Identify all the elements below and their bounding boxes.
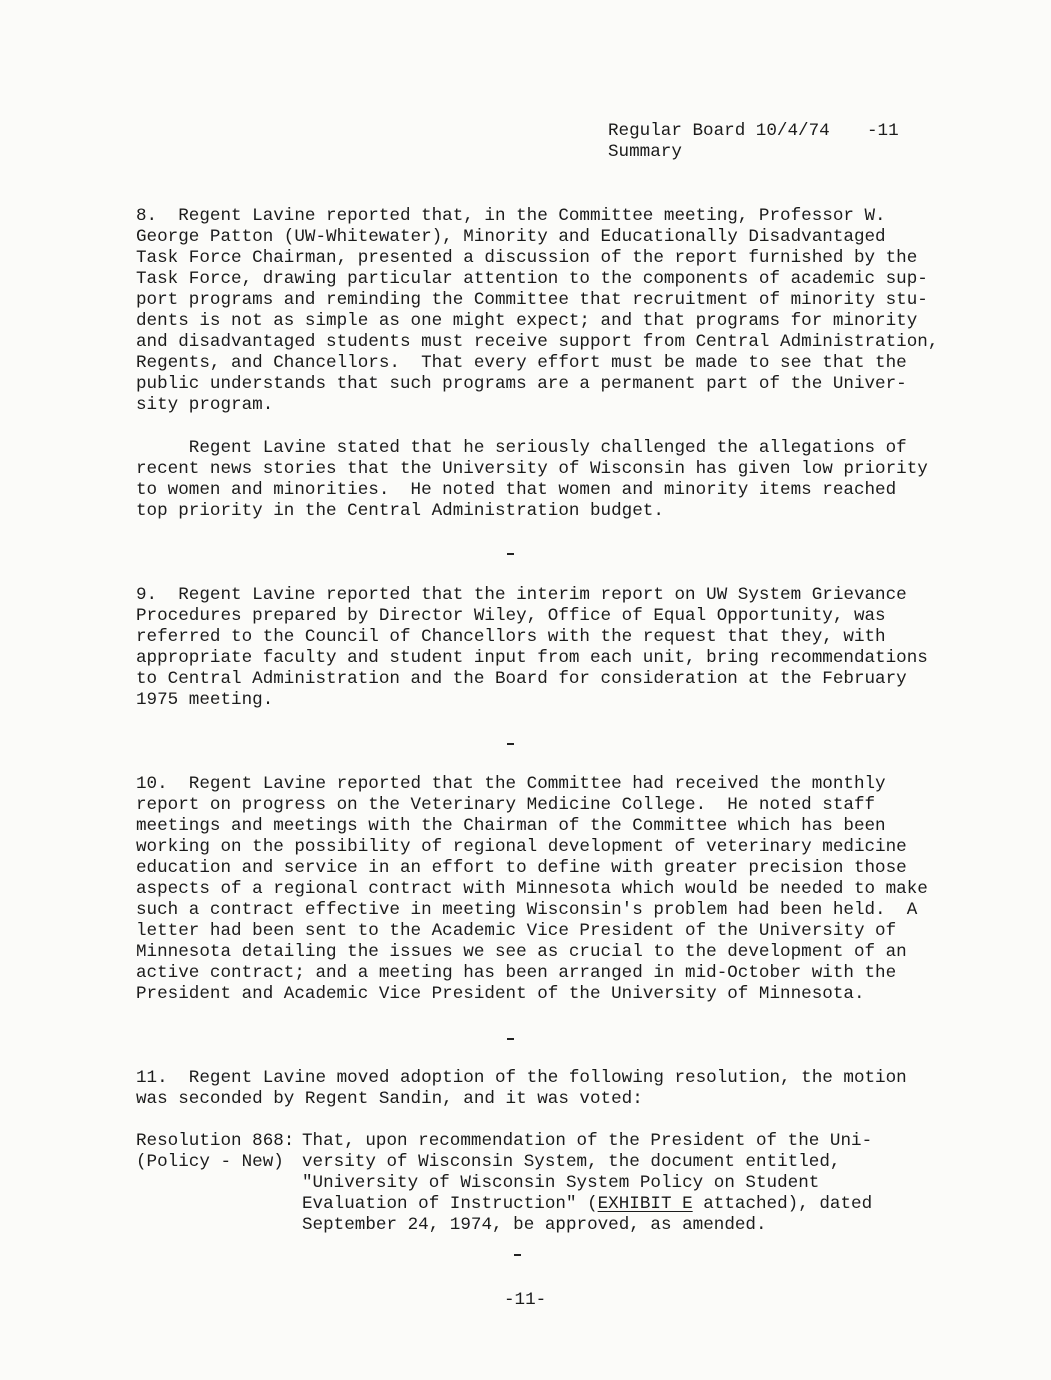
item-8-p2-line: top priority in the Central Administration budget. [136, 501, 664, 521]
item-8-line: and disadvantaged students must receive support from Central Administration, [136, 332, 939, 352]
item-8-line: public understands that such programs are a permanent part of the Univer- [136, 374, 907, 394]
item-10-line: education and service in an effort to define with greater precision those [136, 858, 907, 878]
section-divider-dash [507, 1038, 514, 1040]
item-10-line: aspects of a regional contract with Minnesota which would be needed to make [136, 879, 928, 899]
item-9-line: Procedures prepared by Director Wiley, Office of Equal Opportunity, was [136, 606, 886, 626]
resolution-text-line: "University of Wisconsin System Policy on Student [302, 1173, 820, 1193]
item-11-line: was seconded by Regent Sandin, and it was voted: [136, 1089, 643, 1109]
resolution-text-line: That, upon recommendation of the President of the Uni- [302, 1131, 873, 1151]
item-10-line: such a contract effective in meeting Wisconsin's problem had been held. A [136, 900, 918, 920]
item-8-line: 8. Regent Lavine reported that, in the Committee meeting, Professor W. [136, 206, 886, 226]
header-page-ref: -11 [867, 121, 899, 141]
exhibit-e-reference: EXHIBIT E [597, 1194, 693, 1214]
section-divider-dash [514, 1254, 521, 1256]
item-8-line: dents is not as simple as one might expect; and that programs for minority [136, 311, 918, 331]
resolution-text-line: versity of Wisconsin System, the document entitled, [302, 1152, 841, 1172]
item-8-line: Task Force Chairman, presented a discussion of the report furnished by the [136, 248, 918, 268]
item-9-line: 9. Regent Lavine reported that the interim report on UW System Grievance [136, 585, 907, 605]
footer-page-number: -11- [504, 1290, 547, 1310]
item-10-line: active contract; and a meeting has been arranged in mid-October with the [136, 963, 897, 983]
item-8-line: Task Force, drawing particular attention to the components of academic sup- [136, 269, 928, 289]
resolution-label: Resolution 868: [136, 1131, 295, 1151]
item-9-line: to Central Administration and the Board for consideration at the February [136, 669, 907, 689]
section-divider-dash [507, 553, 514, 555]
resolution-type: (Policy - New) [136, 1152, 284, 1172]
item-8-line: George Patton (UW-Whitewater), Minority and Educationally Disadvantaged [136, 227, 886, 247]
item-8-p2-line: to women and minorities. He noted that women and minority items reached [136, 480, 897, 500]
item-8-p2-line: recent news stories that the University of Wisconsin has given low priority [136, 459, 928, 479]
item-10-line: President and Academic Vice President of the University of Minnesota. [136, 984, 865, 1004]
item-9-line: appropriate faculty and student input from each unit, bring recommendations [136, 648, 928, 668]
item-10-line: 10. Regent Lavine reported that the Committee had received the monthly [136, 774, 886, 794]
item-9-line: 1975 meeting. [136, 690, 274, 710]
section-divider-dash [507, 743, 514, 745]
item-8-line: port programs and reminding the Committee that recruitment of minority stu- [136, 290, 928, 310]
header-board-line: Regular Board 10/4/74 [608, 121, 830, 141]
item-10-line: report on progress on the Veterinary Medicine College. He noted staff [136, 795, 876, 815]
item-10-line: Minnesota detailing the issues we see as crucial to the development of an [136, 942, 907, 962]
item-8-line: Regents, and Chancellors. That every effort must be made to see that the [136, 353, 907, 373]
item-11-line: 11. Regent Lavine moved adoption of the following resolution, the motion [136, 1068, 907, 1088]
resolution-line4-pre: Evaluation of Instruction" ( [302, 1194, 598, 1214]
resolution-text-line-4 [302, 1194, 872, 1215]
item-8-p2-line: Regent Lavine stated that he seriously challenged the allegations of [136, 438, 907, 458]
resolution-text-line: September 24, 1974, be approved, as amended. [302, 1215, 767, 1235]
item-8-line: sity program. [136, 395, 274, 415]
item-10-line: letter had been sent to the Academic Vice President of the University of [136, 921, 897, 941]
header-summary-label: Summary [608, 142, 682, 162]
item-9-line: referred to the Council of Chancellors with the request that they, with [136, 627, 886, 647]
item-10-line: meetings and meetings with the Chairman of the Committee which has been [136, 816, 886, 836]
resolution-line4-post: attached), dated [692, 1194, 873, 1214]
item-10-line: working on the possibility of regional development of veterinary medicine [136, 837, 907, 857]
